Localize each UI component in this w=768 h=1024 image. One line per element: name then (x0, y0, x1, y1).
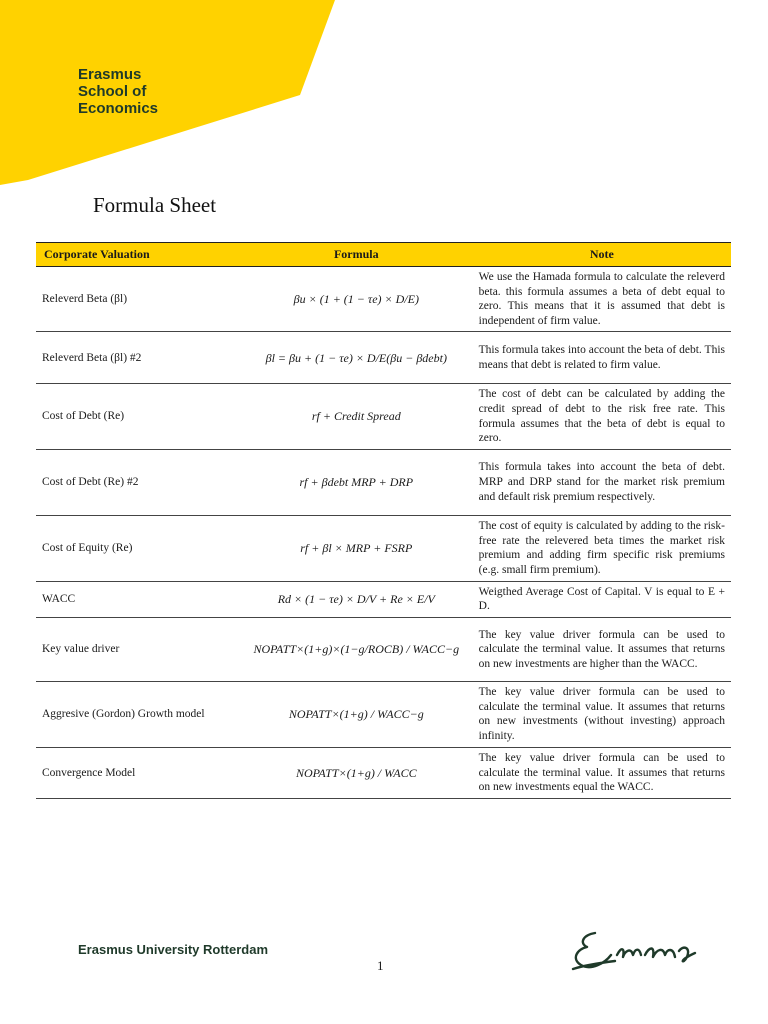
row-name: Cost of Debt (Re) #2 (36, 449, 240, 515)
row-name: Releverd Beta (βl) (36, 267, 240, 332)
banner-shape (0, 0, 340, 185)
row-name: WACC (36, 581, 240, 617)
row-note: The key value driver formula can be used to calculate the terminal value. It assumes that returns on new investments (without investing) approach infinity. (473, 681, 731, 747)
school-logo-text (78, 66, 158, 117)
signature-icon (565, 925, 705, 975)
row-formula: rf + Credit Spread (240, 384, 473, 449)
row-note: The key value driver formula can be used to calculate the terminal value. It assumes that returns on new investments equal the WACC. (473, 747, 731, 798)
page-title: Formula Sheet (93, 193, 217, 217)
row-name: Cost of Equity (Re) (36, 515, 240, 581)
table-header-row (36, 243, 731, 267)
row-formula: rf + βdebt MRP + DRP (240, 449, 473, 515)
brand-line-3: Economics (78, 100, 159, 117)
row-formula: NOPATT×(1+g) / WACC (240, 747, 473, 798)
table-row (36, 515, 731, 581)
row-formula: βl = βu + (1 − τe) × D/E(βu − βdebt) (240, 332, 473, 384)
table-row (36, 449, 731, 515)
row-note: The cost of debt can be calculated by adding the credit spread of debt to the risk free rate. This formula assumes that the beta of debt is equal to zero. (473, 384, 731, 449)
table-row (36, 384, 731, 449)
table-row (36, 267, 731, 332)
row-note: This formula takes into account the beta of debt. This means that debt is related to firm value. (473, 332, 731, 384)
row-note: The cost of equity is calculated by adding to the risk-free rate the relevered beta times the market risk premium and adding firm specific risk premiums (e.g. small firm premium). (473, 515, 731, 581)
row-note: Weigthed Average Cost of Capital. V is equal to E + D. (473, 581, 731, 617)
row-name: Cost of Debt (Re) (36, 384, 240, 449)
row-name: Releverd Beta (βl) #2 (36, 332, 240, 384)
table-row (36, 332, 731, 384)
brand-line-2: School of (78, 83, 147, 100)
row-name: Convergence Model (36, 747, 240, 798)
row-formula: NOPATT×(1+g) / WACC−g (240, 681, 473, 747)
column-header-note: Note (473, 243, 731, 267)
row-name: Key value driver (36, 617, 240, 681)
row-note: We use the Hamada formula to calculate the releverd beta. this formula assumes a beta of debt equal to zero. This means that it is assumed that debt is independent of firm value. (473, 267, 731, 332)
erasmus-signature-logo (565, 925, 705, 980)
row-formula: Rd × (1 − τe) × D/V + Re × E/V (240, 581, 473, 617)
row-formula: rf + βl × MRP + FSRP (240, 515, 473, 581)
page-number: 1 (377, 958, 384, 973)
column-header-formula: Formula (240, 243, 473, 267)
row-note: This formula takes into account the beta of debt. MRP and DRP stand for the market risk premium and default risk premium respectively. (473, 449, 731, 515)
table-row (36, 747, 731, 798)
column-header-corporate-valuation: Corporate Valuation (36, 243, 240, 267)
table-row (36, 581, 731, 617)
university-name: Erasmus University Rotterdam (78, 942, 269, 957)
row-formula: βu × (1 + (1 − τe) × D/E) (240, 267, 473, 332)
formula-table (36, 242, 731, 799)
table-row (36, 681, 731, 747)
yellow-banner (0, 0, 340, 185)
brand-line-1: Erasmus (78, 66, 142, 83)
row-note: The key value driver formula can be used to calculate the terminal value. It assumes that returns on new investments are higher than the WACC. (473, 617, 731, 681)
row-formula: NOPATT×(1+g)×(1−g/ROCB) / WACC−g (240, 617, 473, 681)
row-name: Aggresive (Gordon) Growth model (36, 681, 240, 747)
table-row (36, 617, 731, 681)
